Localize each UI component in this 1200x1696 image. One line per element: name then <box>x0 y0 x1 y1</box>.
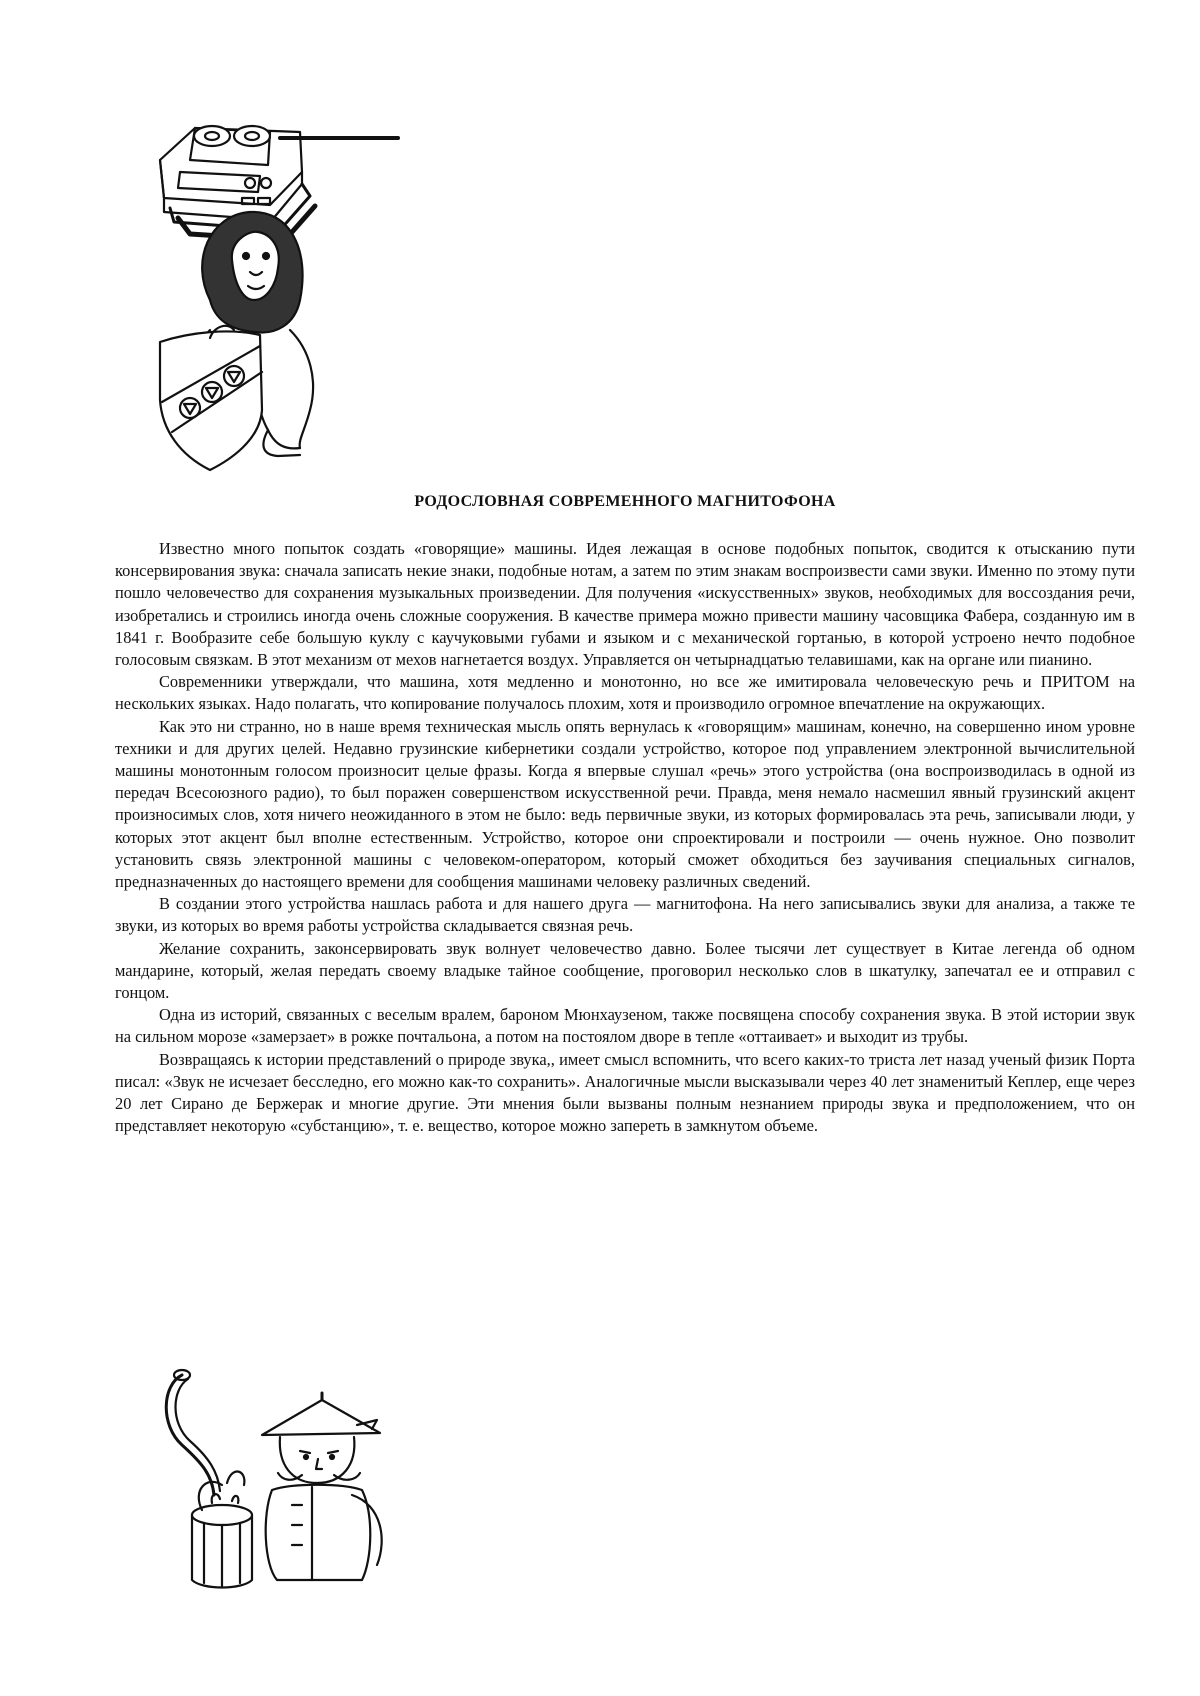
mandarin-illustration <box>152 1365 392 1595</box>
paragraph: Как это ни странно, но в наше время техническая мысль опять вернулась к «говорящим» машинам, конечно, на совершенно ином уровне техники и для других целей. Недавно грузинские кибернетики создали устройство, которое под управлением электронной вычислительной машины монотонным голосом произносит целые фразы. Когда я впервые слушал «речь» этого устройства (она воспроизводилась в одной из передач Всесоюзного радио), то был поражен совершенством искусственной речи. Правда, меня немало насмешил явный грузинский акцент произносимых слов, хотя ничего неожиданного в этом не было: ведь первичные звуки, из которых формировалась эта речь, записывали люди, у которых этот акцент был вполне естественным. Устройство, которое они спроектировали и построили — очень нужное. Оно позволит установить связь электронной машины с человеком-оператором, который сможет обходиться без заучивания специальных сигналов, предназначенных до настоящего времени для сообщения машинами человеку различных сведений. <box>115 716 1135 892</box>
tape-recorder-lion-illustration <box>150 110 440 490</box>
document-title: РОДОСЛОВНАЯ СОВРЕМЕННОГО МАГНИТОФОНА <box>414 493 836 510</box>
paragraph: Возвращаясь к истории представлений о природе звука,, имеет смысл вспомнить, что всего каких-то триста лет назад ученый физик Порта писал: «Звук не исчезает бесследно, его можно как-то сохранить». Аналогичные мысли высказывали через 40 лет знаменитый Кеплер, еще через 20 лет Сирано де Бержерак и многие другие. Эти мнения были вызваны полным незнанием природы звука и предположением, что он представляет некоторую «субстанцию», т. е. вещество, которое можно запереть в замкнутом объеме. <box>115 1049 1135 1136</box>
paragraph: Желание сохранить, законсервировать звук волнует человечество давно. Более тысячи лет существует в Китае легенда об одном мандарине, который, желая передать своему владыке тайное сообщение, проговорил несколько слов в шкатулку, запечатал ее и отправил с гонцом. <box>115 938 1135 1003</box>
paragraph: Одна из историй, связанных с веселым вралем, бароном Мюнхаузеном, также посвящена способу сохранения звука. В этой истории звук на сильном морозе «замерзает» в рожке почтальона, а потом на постоялом дворе в тепле «оттаивает» и выходит из трубы. <box>115 1005 1135 1047</box>
paragraph: Известно много попыток создать «говорящие» машины. Идея лежащая в основе подобных попыток, сводится к отысканию пути консервирования звука: сначала записать некие знаки, подобные нотам, а затем по этим знакам воспроизвести сами звуки. Именно по этому пути пошло человечество для сохранения музыкальных произведении. Для получения «искусственных» звуков, необходимых для воссоздания речи, изобретались и строились иногда очень сложные сооружения. В качестве примера можно привести машину часовщика Фабера, созданную им в 1841 г. Вообразите себе большую куклу с каучуковыми губами и языком и с механической гортанью, в которой устроено нечто подобное голосовым связкам. В этот механизм от мехов нагнетается воздух. Управляется он четырнадцатью телавишами, как на органе или пианино. <box>115 539 1135 670</box>
post-horn-icon <box>166 1370 220 1495</box>
coat-of-arms-shield-icon <box>160 326 262 470</box>
paragraph: Современники утверждали, что машина, хотя медленно и монотонно, но все же имитировала человеческую речь и ПРИТОМ на нескольких языках. Надо полагать, что копирование получалось плохим, хотя и производило огромное впечатление на окружающих. <box>115 672 1135 714</box>
casket-icon <box>192 1471 252 1587</box>
article-body <box>115 538 1135 1137</box>
mandarin-icon <box>262 1393 382 1580</box>
paragraph: В создании этого устройства нашлась работа и для нашего друга — магнитофона. На него записывались звуки для анализа, а также те звуки, из которых во время работы устройства складывается связная речь. <box>115 894 1135 936</box>
